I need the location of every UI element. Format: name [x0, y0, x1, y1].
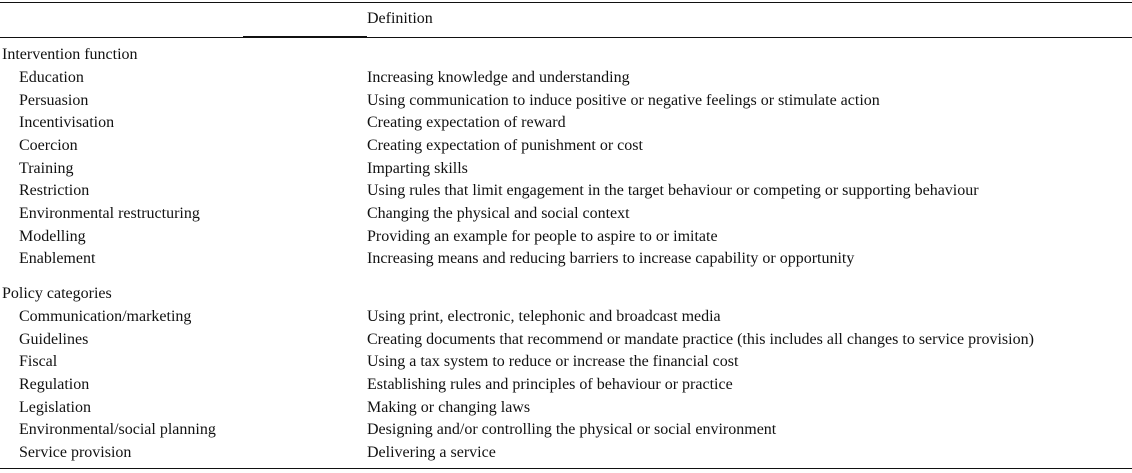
- row-term: Restriction: [19, 182, 90, 199]
- table-row: [0, 92, 1132, 115]
- row-definition: Providing an example for people to aspire to or imitate: [367, 228, 718, 245]
- section-title: Intervention function: [2, 46, 138, 63]
- row-definition: Establishing rules and principles of behaviour or practice: [367, 376, 733, 393]
- table-row: [0, 353, 1132, 376]
- table-row: [0, 399, 1132, 422]
- row-term: Training: [19, 160, 74, 177]
- table-row: [0, 376, 1132, 399]
- row-term: Coercion: [19, 137, 78, 154]
- row-definition: Using communication to induce positive or negative feelings or stimulate action: [367, 92, 880, 109]
- row-definition: Making or changing laws: [367, 399, 531, 416]
- row-term: Legislation: [19, 399, 91, 416]
- row-term: Incentivisation: [19, 114, 115, 131]
- section-title: Policy categories: [2, 285, 112, 302]
- row-term: Modelling: [19, 228, 86, 245]
- table-row: [0, 308, 1132, 331]
- table-row: [0, 160, 1132, 183]
- table-bottom-rule: [0, 468, 1132, 469]
- row-definition: Increasing means and reducing barriers to increase capability or opportunity: [367, 250, 855, 267]
- row-definition: Delivering a service: [367, 444, 496, 461]
- table-row: [0, 114, 1132, 137]
- table-top-rule: [0, 2, 1132, 3]
- row-term: Service provision: [19, 444, 132, 461]
- row-definition: Creating expectation of reward: [367, 114, 566, 131]
- row-definition: Creating expectation of punishment or cost: [367, 137, 643, 154]
- row-term: Persuasion: [19, 92, 89, 109]
- row-definition: Using rules that limit engagement in the target behaviour or competing or supporting behaviour: [367, 182, 979, 199]
- table-row: [0, 137, 1132, 160]
- row-definition: Using print, electronic, telephonic and broadcast media: [367, 308, 721, 325]
- row-term: Guidelines: [19, 331, 89, 348]
- row-term: Environmental/social planning: [19, 421, 216, 438]
- table-row: [0, 421, 1132, 444]
- row-term: Regulation: [19, 376, 90, 393]
- row-definition: Changing the physical and social context: [367, 205, 630, 222]
- row-definition: Using a tax system to reduce or increase the financial cost: [367, 353, 739, 370]
- row-term: Fiscal: [19, 353, 58, 370]
- row-term: Education: [19, 69, 84, 86]
- table-row: [0, 228, 1132, 251]
- row-definition: Creating documents that recommend or mandate practice (this includes all changes to service provision): [367, 331, 1034, 348]
- row-term: Environmental restructuring: [19, 205, 200, 222]
- row-definition: Designing and/or controlling the physical or social environment: [367, 421, 777, 438]
- row-term: Communication/marketing: [19, 308, 192, 325]
- table-row: [0, 444, 1132, 467]
- table-row: [0, 205, 1132, 228]
- table-row: [0, 250, 1132, 273]
- table-row: [0, 69, 1132, 92]
- table-row: [0, 182, 1132, 205]
- row-definition: Imparting skills: [367, 160, 468, 177]
- row-term: Enablement: [19, 250, 96, 267]
- header-rule: [0, 37, 1132, 38]
- row-definition: Increasing knowledge and understanding: [367, 69, 630, 86]
- header-definition: Definition: [367, 10, 433, 27]
- table-row: [0, 331, 1132, 354]
